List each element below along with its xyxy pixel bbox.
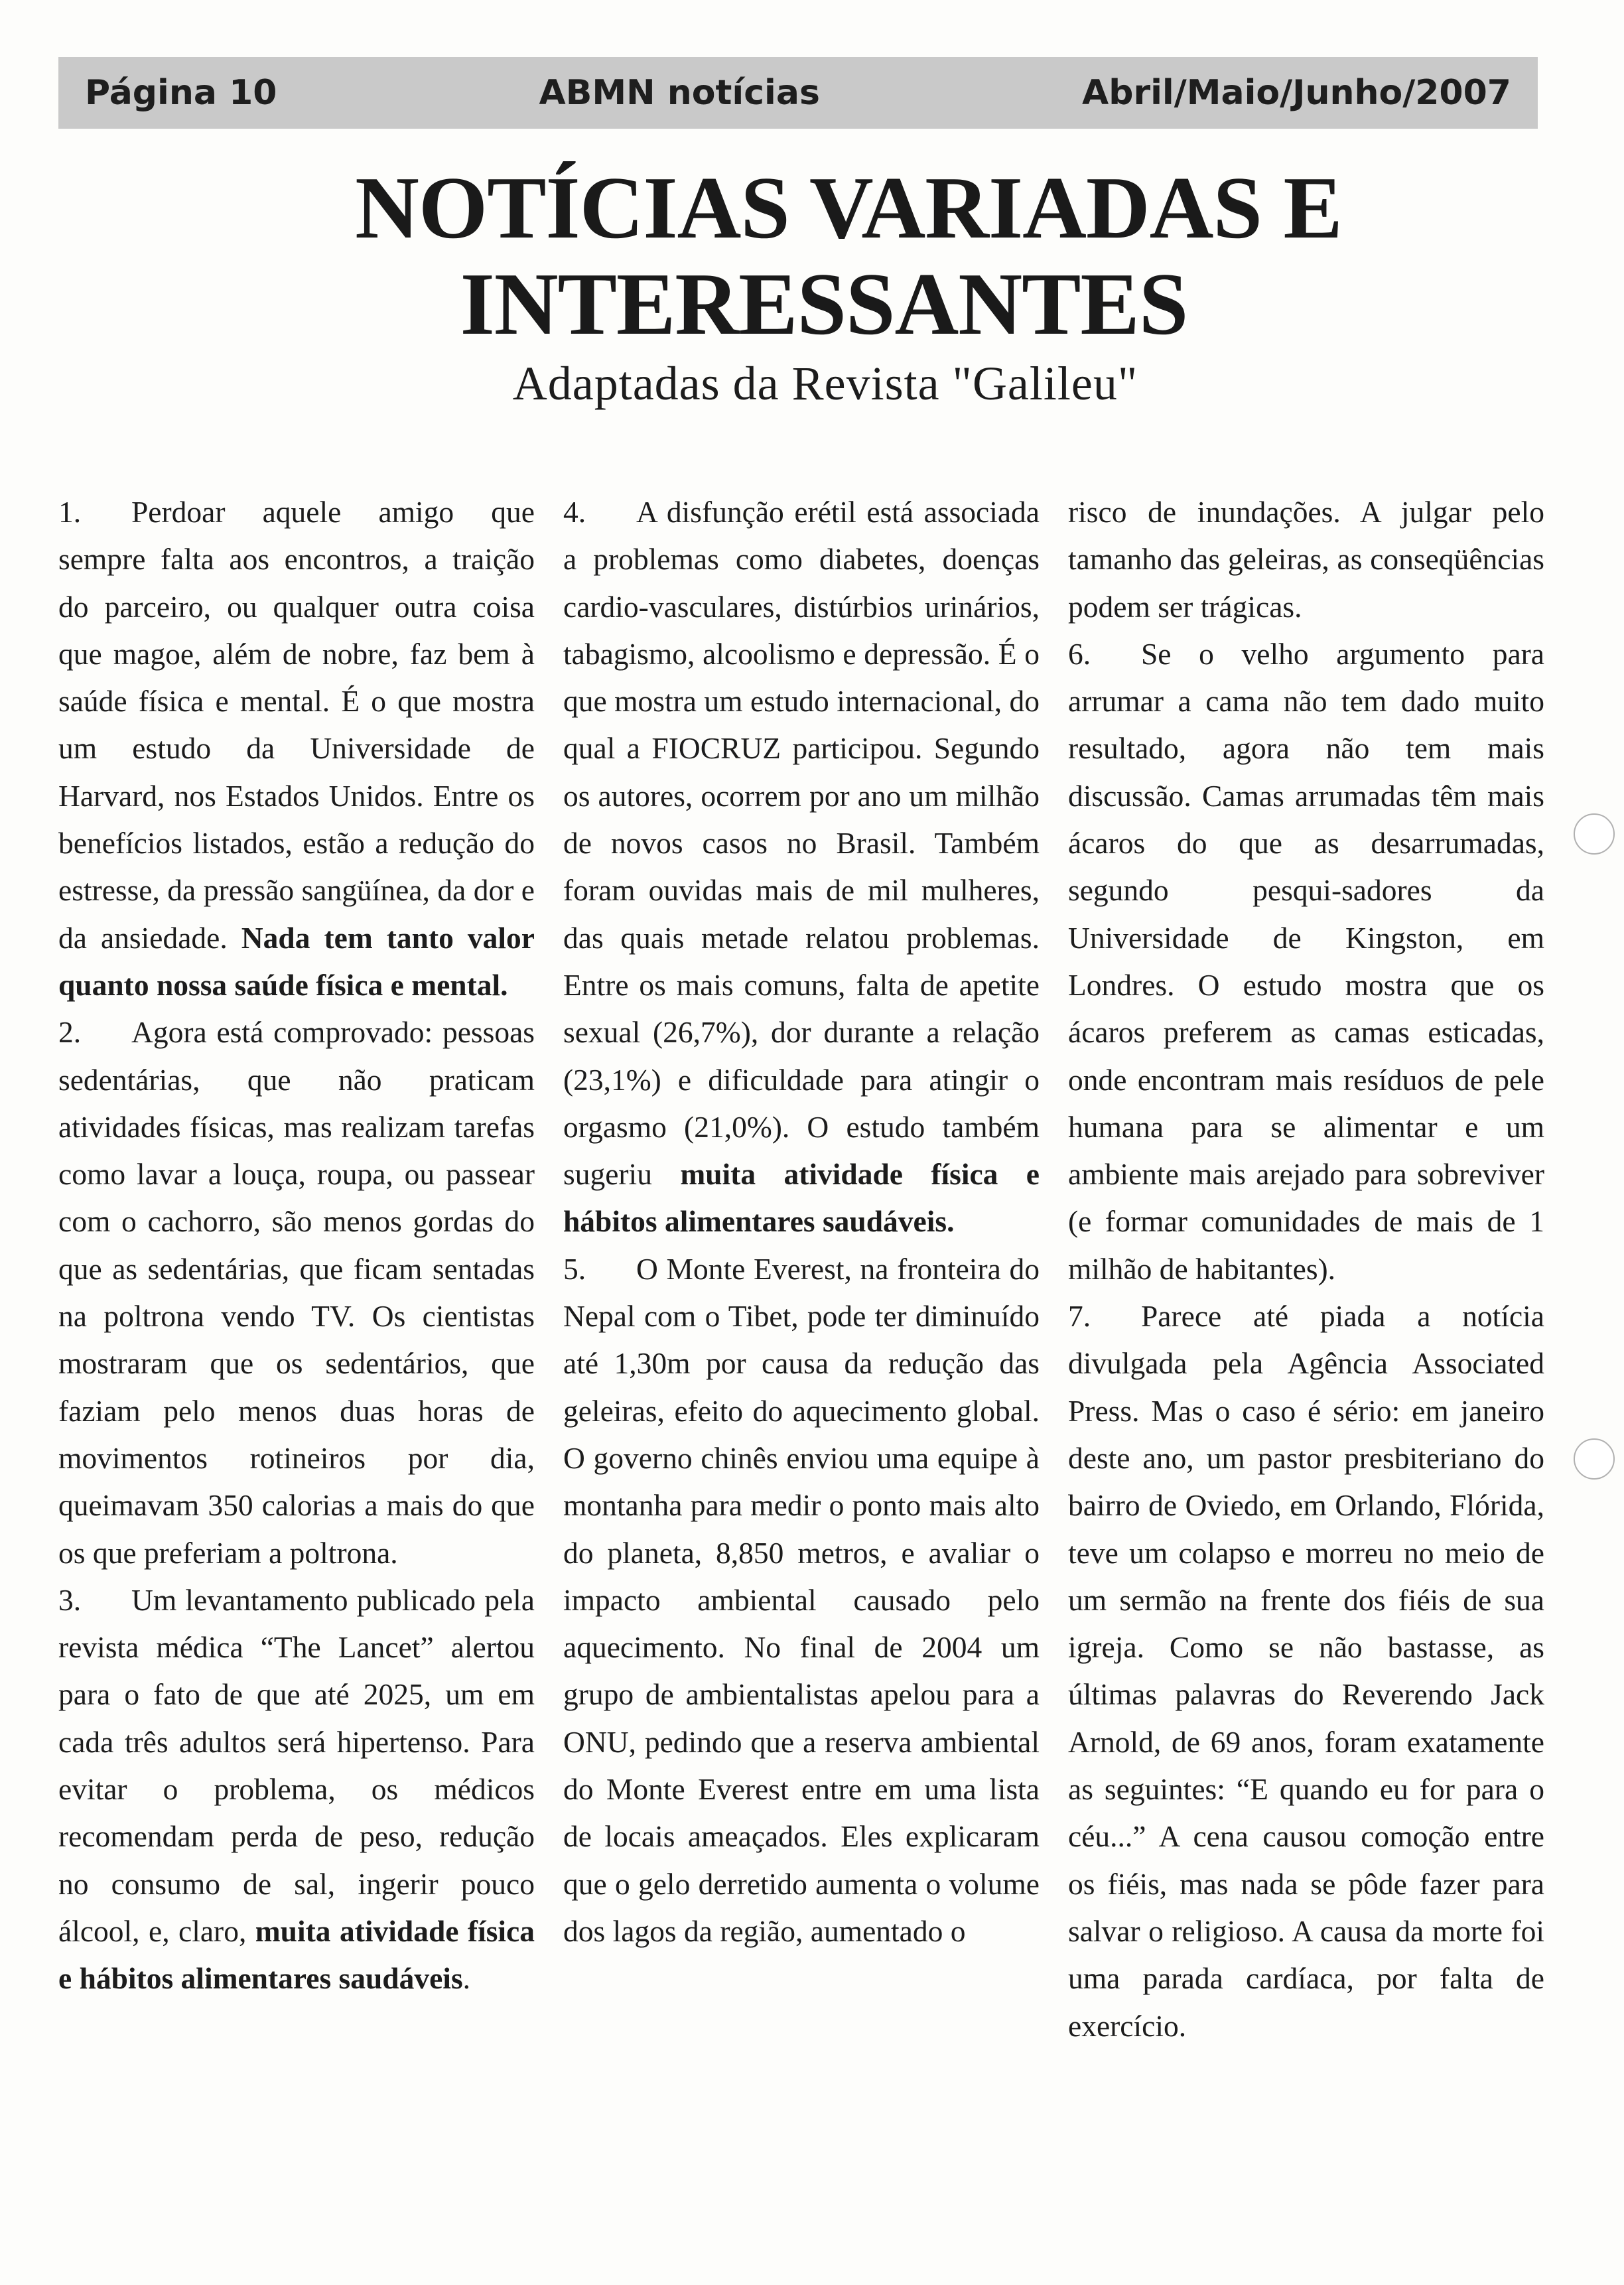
item-highlight: Nada tem tanto valor quanto nossa saúde física e mental. xyxy=(58,920,535,1002)
news-item-3 xyxy=(58,1576,535,2002)
item-number: 2. xyxy=(58,1015,82,1050)
item-number: 4. xyxy=(563,495,586,529)
item-number: 1. xyxy=(58,495,82,529)
issue-date: Abril/Maio/Junho/2007 xyxy=(1082,73,1511,113)
publication-name: ABMN notícias xyxy=(539,73,820,113)
item-number: 7. xyxy=(1068,1299,1091,1334)
news-item-5-continued xyxy=(1068,488,1544,630)
item-number: 5. xyxy=(563,1251,586,1286)
article-columns xyxy=(58,488,1544,2049)
article-subtitle: Adaptadas da Revista "Galileu" xyxy=(512,357,1138,410)
punch-hole xyxy=(1574,1438,1615,1480)
column-2 xyxy=(563,488,1040,2049)
page-header-bar xyxy=(58,57,1538,129)
punch-hole xyxy=(1574,813,1615,855)
item-highlight: muita atividade física e hábitos alimentares saudáveis xyxy=(58,1913,535,1996)
news-item-7 xyxy=(1068,1292,1544,2049)
news-item-2 xyxy=(58,1008,535,1576)
article-title-line-1: NOTÍCIAS VARIADAS E xyxy=(355,159,1342,257)
item-text: Parece até piada a notícia divulgada pela Agência Associated Press. Mas o caso é sério: em janeiro deste ano, um pastor presbiteriano do bairro de Oviedo, em Orlando, Flórida, teve um colapso e morreu no meio de um sermão na frente dos fiéis de sua igreja. Como se não bastasse, as últimas palavras do Reverendo Jack Arnold, de 69 anos, foram exatamente as seguintes: “E quando eu for para o céu...” A cena causou comoção entre os fiéis, mas nada se pôde fazer para salvar o religioso. A causa da morte foi uma parada cardíaca, por falta de exercício. xyxy=(1068,1299,1544,2043)
news-item-6 xyxy=(1068,630,1544,1292)
item-text: Agora está comprovado: pessoas sedentárias, que não praticam atividades físicas, mas realizam tarefas como lavar a louça, roupa, ou passear com o cachorro, são menos gordas do que as sedentárias, que ficam sentadas na poltrona vendo TV. Os cientistas mostraram que os sedentários, que faziam pelo menos duas horas de movimentos rotineiros por dia, queimavam 350 calorias a mais do que os que preferiam a poltrona. xyxy=(58,1015,535,1570)
item-number: 3. xyxy=(58,1582,82,1617)
item-number: 6. xyxy=(1068,636,1091,671)
news-item-5 xyxy=(563,1245,1040,1955)
news-item-4 xyxy=(563,488,1040,1245)
item-text: A disfunção erétil está associada a problemas como diabetes, doenças cardio-vasculares, distúrbios urinários, tabagismo, alcoolismo e depressão. É o que mostra um estudo internacional, do qual a FIOCRUZ participou. Segundo os autores, ocorrem por ano um milhão de novos casos no Brasil. Também foram ouvidas mais de mil mulheres, das quais metade relatou problemas. Entre os mais comuns, falta de apetite sexual (26,7%), dor durante a relação (23,1%) e dificuldade para atingir o orgasmo (21,0%). O estudo também sugeriu xyxy=(563,495,1040,1192)
item-text: Um levantamento publicado pela revista médica “The Lancet” alertou para o fato de que até 2025, um em cada três adultos será hipertenso. Para evitar o problema, os médicos recomendam perda de peso, redução no consumo de sal, ingerir pouco álcool, e, claro, xyxy=(58,1582,535,1948)
item-text: risco de inundações. A julgar pelo tamanho das geleiras, as conseqüências podem ser trágicas. xyxy=(1068,495,1544,624)
column-1 xyxy=(58,488,535,2049)
item-text: Se o velho argumento para arrumar a cama não tem dado muito resultado, agora não tem mais discussão. Camas arrumadas têm mais ácaros do que as desarrumadas, segundo pesqui-sadores da Universidade de Kingston, em Londres. O estudo mostra que os ácaros preferem as camas esticadas, onde encontram mais resíduos de pele humana para se alimentar e um ambiente mais arejado para sobreviver (e formar comunidades de mais de 1 milhão de habitantes). xyxy=(1068,636,1544,1286)
item-text: O Monte Everest, na fronteira do Nepal com o Tibet, pode ter diminuído até 1,30m por causa da redução das geleiras, efeito do aquecimento global. O governo chinês enviou uma equipe à montanha para medir o ponto mais alto do planeta, 8,850 metros, e avaliar o impacto ambiental causado pelo aquecimento. No final de 2004 um grupo de ambientalistas apelou para a ONU, pedindo que a reserva ambiental do Monte Everest entre em uma lista de locais ameaçados. Eles explicaram que o gelo derretido aumenta o volume dos lagos da região, aumentado o xyxy=(563,1251,1040,1948)
item-text: Perdoar aquele amigo que sempre falta aos encontros, a traição do parceiro, ou qualquer outra coisa que magoe, além de nobre, faz bem à saúde física e mental. É o que mostra um estudo da Universidade de Harvard, nos Estados Unidos. Entre os benefícios listados, estão a redução do estresse, da pressão sangüínea, da dor e da ansiedade. xyxy=(58,495,535,955)
news-item-1 xyxy=(58,488,535,1008)
page-number: Página 10 xyxy=(85,73,277,113)
article-title-line-2: INTERESSANTES xyxy=(460,255,1188,353)
column-3 xyxy=(1068,488,1544,2049)
item-highlight: muita atividade física e hábitos alimentares saudáveis. xyxy=(563,1157,1040,1239)
item-text-end: . xyxy=(462,1961,471,1996)
